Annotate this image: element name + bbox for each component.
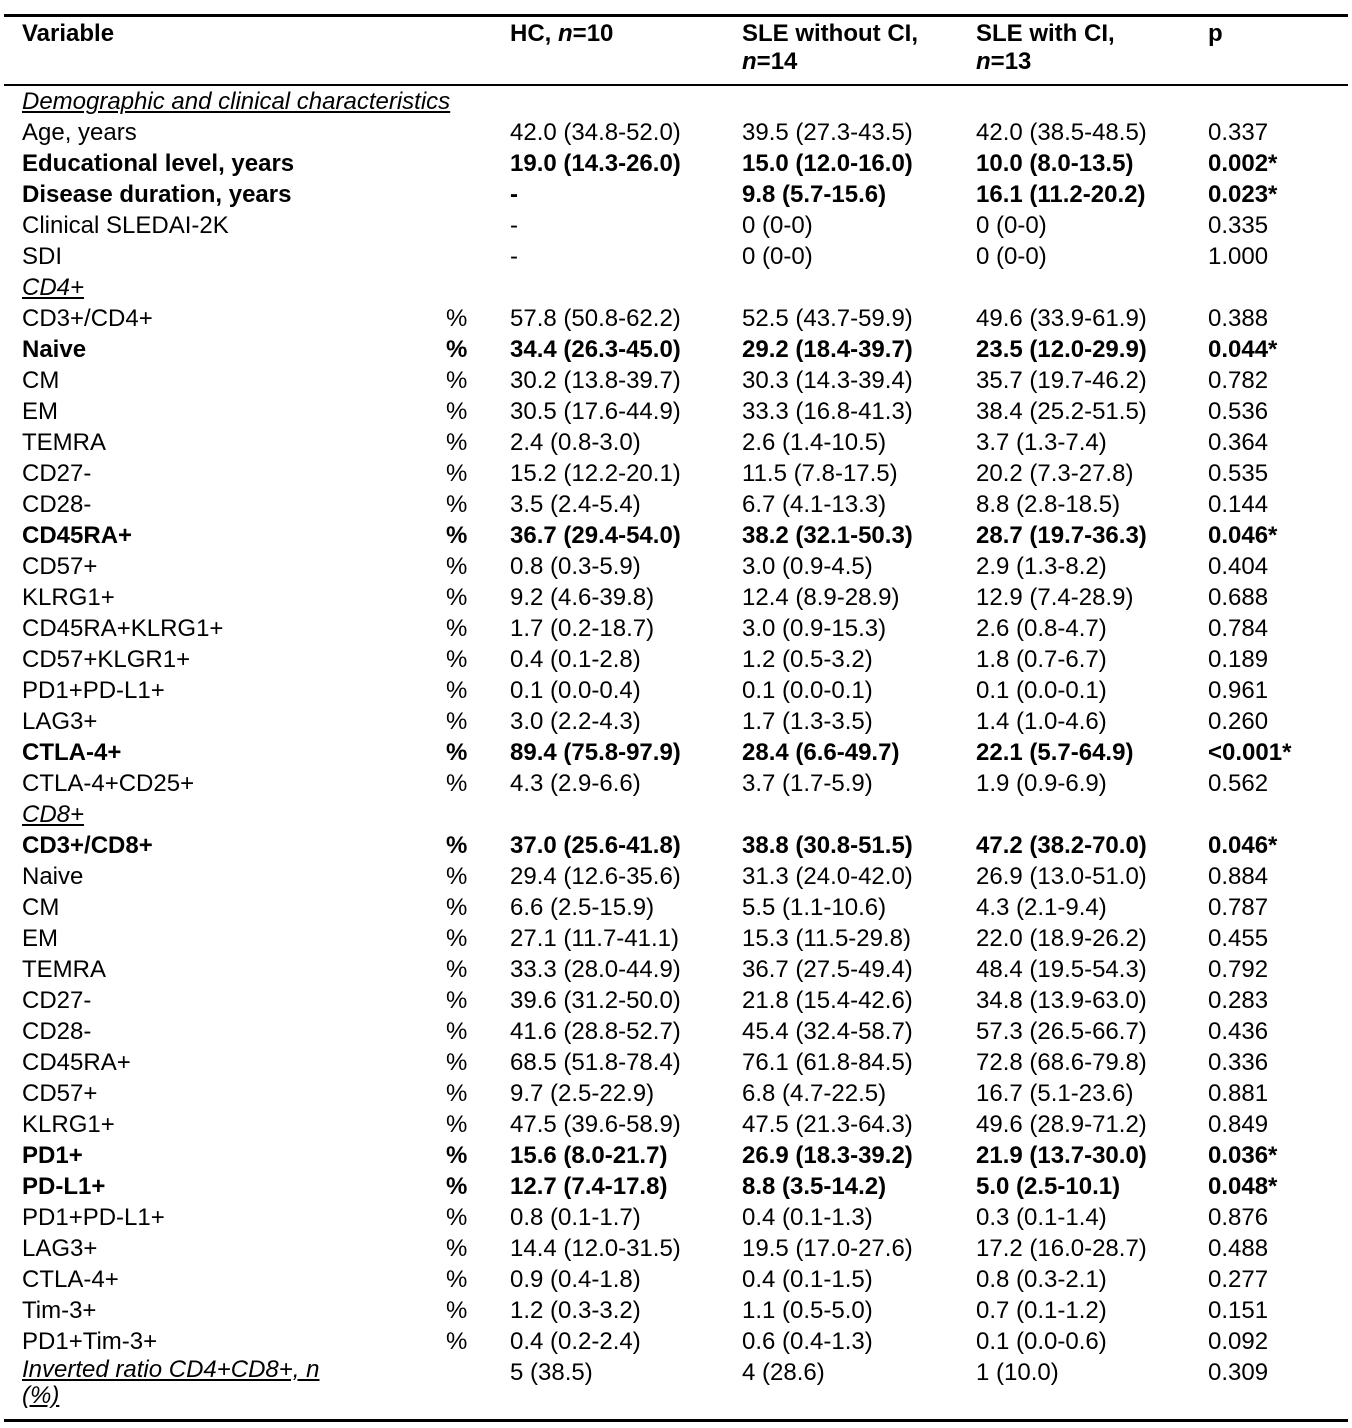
cell-unit: % <box>446 1018 468 1045</box>
cell-variable: CD28- <box>22 491 92 518</box>
cell-hc: 4.3 (2.9-6.6) <box>510 770 641 797</box>
cell-unit: % <box>446 429 468 456</box>
cell-hc: - <box>510 212 518 239</box>
cell-sle-without-ci: 1.7 (1.3-3.5) <box>742 708 873 735</box>
cell-hc: 3.5 (2.4-5.4) <box>510 491 641 518</box>
cell-p-value: 0.536 <box>1208 398 1269 425</box>
cell-sle-with-ci: 5.0 (2.5-10.1) <box>976 1173 1121 1200</box>
cell-sle-with-ci: 0.3 (0.1-1.4) <box>976 1204 1107 1231</box>
cell-sle-with-ci: 57.3 (26.5-66.7) <box>976 1018 1147 1045</box>
cell-p-value: 0.782 <box>1208 367 1269 394</box>
table-row <box>0 179 1352 210</box>
cell-unit: % <box>446 770 468 797</box>
cell-sle-with-ci: 47.2 (38.2-70.0) <box>976 832 1147 859</box>
cell-hc: 12.7 (7.4-17.8) <box>510 1173 668 1200</box>
cell-sle-with-ci: 22.0 (18.9-26.2) <box>976 925 1147 952</box>
cell-hc: 15.6 (8.0-21.7) <box>510 1142 668 1169</box>
cell-p-value: 0.277 <box>1208 1266 1269 1293</box>
table-row <box>0 303 1352 334</box>
cell-variable: CD3+/CD8+ <box>22 832 153 859</box>
cell-variable: CTLA-4+CD25+ <box>22 770 195 797</box>
table-row <box>0 1140 1352 1171</box>
cell-hc: 30.5 (17.6-44.9) <box>510 398 681 425</box>
cell-hc: - <box>510 181 518 208</box>
cell-hc: 47.5 (39.6-58.9) <box>510 1111 681 1138</box>
section-header <box>0 272 1352 303</box>
table-row <box>0 1047 1352 1078</box>
table-row <box>0 520 1352 551</box>
cell-sle-with-ci: 10.0 (8.0-13.5) <box>976 150 1134 177</box>
cell-sle-with-ci: 0.1 (0.0-0.6) <box>976 1328 1107 1355</box>
cell-hc: 1.7 (0.2-18.7) <box>510 615 655 642</box>
table-body <box>0 86 1352 1409</box>
cell-sle-without-ci: 26.9 (18.3-39.2) <box>742 1142 913 1169</box>
cell-variable: CD27- <box>22 987 92 1014</box>
cell-hc: 29.4 (12.6-35.6) <box>510 863 681 890</box>
cell-sle-with-ci: 3.7 (1.3-7.4) <box>976 429 1107 456</box>
cell-p-value: 0.144 <box>1208 491 1269 518</box>
header-variable: Variable <box>22 20 115 47</box>
cell-sle-with-ci: 23.5 (12.0-29.9) <box>976 336 1147 363</box>
cell-hc: 0.8 (0.1-1.7) <box>510 1204 641 1231</box>
cell-p-value: 0.792 <box>1208 956 1269 983</box>
cell-unit: % <box>446 584 468 611</box>
cell-hc: 2.4 (0.8-3.0) <box>510 429 641 456</box>
table-row <box>0 644 1352 675</box>
cell-sle-with-ci: 38.4 (25.2-51.5) <box>976 398 1147 425</box>
table-row <box>0 210 1352 241</box>
cell-sle-with-ci: 4.3 (2.1-9.4) <box>976 894 1107 921</box>
table-row <box>0 1233 1352 1264</box>
cell-hc: 9.2 (4.6-39.8) <box>510 584 655 611</box>
cell-unit: % <box>446 553 468 580</box>
section-header <box>0 86 1352 117</box>
cell-variable: Age, years <box>22 119 137 146</box>
cell-sle-without-ci: 76.1 (61.8-84.5) <box>742 1049 913 1076</box>
cell-unit: % <box>446 677 468 704</box>
cell-p-value: 0.787 <box>1208 894 1269 921</box>
cell-variable: CD45RA+ <box>22 1049 131 1076</box>
cell-p-value: 0.048* <box>1208 1173 1278 1200</box>
cell-unit: % <box>446 615 468 642</box>
cell-sle-with-ci: 42.0 (38.5-48.5) <box>976 119 1147 146</box>
cell-hc: 6.6 (2.5-15.9) <box>510 894 655 921</box>
cell-p-value: 0.309 <box>1208 1359 1269 1386</box>
cell-variable: Naive <box>22 863 84 890</box>
table-row <box>0 458 1352 489</box>
cell-p-value: 0.849 <box>1208 1111 1269 1138</box>
cell-unit: % <box>446 1266 468 1293</box>
cell-hc: 89.4 (75.8-97.9) <box>510 739 681 766</box>
cell-sle-with-ci: 49.6 (33.9-61.9) <box>976 305 1147 332</box>
cell-p-value: 0.002* <box>1208 150 1278 177</box>
cell-sle-without-ci: 15.3 (11.5-29.8) <box>742 925 911 952</box>
header-hc: HC, n=10 <box>510 20 614 47</box>
table-row <box>0 241 1352 272</box>
cell-unit: % <box>446 522 468 549</box>
table-row <box>0 334 1352 365</box>
header-p: p <box>1208 20 1223 47</box>
cell-p-value: 0.884 <box>1208 863 1269 890</box>
table-header <box>0 20 1352 82</box>
cell-hc: 5 (38.5) <box>510 1359 593 1386</box>
section-title: CD8+ <box>22 801 85 828</box>
cell-variable: CD27- <box>22 460 92 487</box>
cell-variable: Disease duration, years <box>22 181 292 208</box>
cell-p-value: 0.388 <box>1208 305 1269 332</box>
cell-p-value: <0.001* <box>1208 739 1292 766</box>
header-sle-with-ci: SLE with CI, n=13 <box>976 20 1115 75</box>
cell-sle-with-ci: 17.2 (16.0-28.7) <box>976 1235 1147 1262</box>
cell-p-value: 0.283 <box>1208 987 1269 1014</box>
table-row <box>0 365 1352 396</box>
cell-sle-with-ci: 2.9 (1.3-8.2) <box>976 553 1107 580</box>
cell-sle-without-ci: 33.3 (16.8-41.3) <box>742 398 913 425</box>
table-row <box>0 923 1352 954</box>
cell-sle-without-ci: 0.4 (0.1-1.5) <box>742 1266 873 1293</box>
cell-p-value: 0.688 <box>1208 584 1269 611</box>
cell-p-value: 0.337 <box>1208 119 1269 146</box>
cell-sle-without-ci: 11.5 (7.8-17.5) <box>742 460 898 487</box>
cell-sle-without-ci: 0.4 (0.1-1.3) <box>742 1204 873 1231</box>
cell-hc: 36.7 (29.4-54.0) <box>510 522 681 549</box>
cell-p-value: 0.036* <box>1208 1142 1278 1169</box>
cell-variable: CD57+KLGR1+ <box>22 646 191 673</box>
cell-hc: 0.9 (0.4-1.8) <box>510 1266 641 1293</box>
table-row <box>0 1264 1352 1295</box>
table-top-rule <box>4 14 1348 17</box>
cell-variable: Educational level, years <box>22 150 295 177</box>
table-row <box>0 551 1352 582</box>
cell-hc: 39.6 (31.2-50.0) <box>510 987 681 1014</box>
cell-p-value: 0.189 <box>1208 646 1269 673</box>
cell-sle-without-ci: 0 (0-0) <box>742 243 813 270</box>
cell-variable: EM <box>22 925 58 952</box>
cell-variable: CD57+ <box>22 1080 98 1107</box>
cell-sle-without-ci: 0 (0-0) <box>742 212 813 239</box>
table-row <box>0 1171 1352 1202</box>
cell-variable: PD1+Tim-3+ <box>22 1328 158 1355</box>
cell-sle-with-ci: 16.7 (5.1-23.6) <box>976 1080 1134 1107</box>
table-row <box>0 675 1352 706</box>
cell-unit: % <box>446 956 468 983</box>
cell-hc: 0.1 (0.0-0.4) <box>510 677 641 704</box>
table-row <box>0 427 1352 458</box>
cell-variable: PD1+ <box>22 1142 83 1169</box>
table-row <box>0 582 1352 613</box>
cell-sle-without-ci: 6.8 (4.7-22.5) <box>742 1080 887 1107</box>
cell-variable: Inverted ratio CD4+CD8+, n (%) <box>22 1356 320 1409</box>
cell-variable: KLRG1+ <box>22 584 115 611</box>
table-row <box>0 1202 1352 1233</box>
cell-sle-without-ci: 9.8 (5.7-15.6) <box>742 181 887 208</box>
cell-sle-with-ci: 72.8 (68.6-79.8) <box>976 1049 1147 1076</box>
cell-sle-with-ci: 21.9 (13.7-30.0) <box>976 1142 1147 1169</box>
cell-unit: % <box>446 894 468 921</box>
cell-variable: PD-L1+ <box>22 1173 106 1200</box>
cell-variable: TEMRA <box>22 429 106 456</box>
cell-sle-with-ci: 12.9 (7.4-28.9) <box>976 584 1134 611</box>
cell-variable: CD57+ <box>22 553 98 580</box>
cell-variable: CD3+/CD4+ <box>22 305 153 332</box>
cell-sle-without-ci: 21.8 (15.4-42.6) <box>742 987 913 1014</box>
cell-sle-with-ci: 28.7 (19.7-36.3) <box>976 522 1147 549</box>
cell-hc: 42.0 (34.8-52.0) <box>510 119 681 146</box>
cell-unit: % <box>446 1235 468 1262</box>
table-row <box>0 1326 1352 1357</box>
table-row <box>0 1078 1352 1109</box>
cell-sle-without-ci: 3.0 (0.9-15.3) <box>742 615 887 642</box>
cell-variable: CD45RA+ <box>22 522 133 549</box>
cell-variable: CM <box>22 367 60 394</box>
cell-p-value: 0.784 <box>1208 615 1269 642</box>
cell-sle-with-ci: 1 (10.0) <box>976 1359 1059 1386</box>
cell-sle-without-ci: 8.8 (3.5-14.2) <box>742 1173 887 1200</box>
cell-unit: % <box>446 1111 468 1138</box>
cell-sle-without-ci: 12.4 (8.9-28.9) <box>742 584 900 611</box>
cell-hc: 30.2 (13.8-39.7) <box>510 367 681 394</box>
cell-sle-with-ci: 26.9 (13.0-51.0) <box>976 863 1147 890</box>
cell-unit: % <box>446 646 468 673</box>
cell-sle-without-ci: 31.3 (24.0-42.0) <box>742 863 913 890</box>
cell-hc: 0.4 (0.1-2.8) <box>510 646 641 673</box>
cell-p-value: 0.436 <box>1208 1018 1269 1045</box>
cell-unit: % <box>446 398 468 425</box>
table-row <box>0 1016 1352 1047</box>
cell-unit: % <box>446 1297 468 1324</box>
cell-sle-without-ci: 3.7 (1.7-5.9) <box>742 770 873 797</box>
cell-sle-without-ci: 38.2 (32.1-50.3) <box>742 522 913 549</box>
cell-sle-with-ci: 1.9 (0.9-6.9) <box>976 770 1107 797</box>
cell-variable: CTLA-4+ <box>22 739 122 766</box>
cell-unit: % <box>446 832 468 859</box>
cell-sle-without-ci: 52.5 (43.7-59.9) <box>742 305 913 332</box>
table-row <box>0 985 1352 1016</box>
cell-variable: Tim-3+ <box>22 1297 97 1324</box>
cell-sle-with-ci: 22.1 (5.7-64.9) <box>976 739 1134 766</box>
cell-variable: SDI <box>22 243 63 270</box>
cell-sle-without-ci: 30.3 (14.3-39.4) <box>742 367 913 394</box>
cell-p-value: 0.046* <box>1208 522 1278 549</box>
table-row <box>0 117 1352 148</box>
cell-hc: 57.8 (50.8-62.2) <box>510 305 681 332</box>
cell-sle-without-ci: 4 (28.6) <box>742 1359 825 1386</box>
cell-variable: PD1+PD-L1+ <box>22 677 165 704</box>
table-row <box>0 830 1352 861</box>
table-row <box>0 396 1352 427</box>
cell-variable: Clinical SLEDAI-2K <box>22 212 229 239</box>
cell-unit: % <box>446 863 468 890</box>
cell-sle-without-ci: 0.1 (0.0-0.1) <box>742 677 873 704</box>
cell-p-value: 0.364 <box>1208 429 1269 456</box>
cell-sle-without-ci: 45.4 (32.4-58.7) <box>742 1018 913 1045</box>
cell-sle-without-ci: 19.5 (17.0-27.6) <box>742 1235 913 1262</box>
cell-sle-with-ci: 1.4 (1.0-4.6) <box>976 708 1107 735</box>
cell-p-value: 0.562 <box>1208 770 1269 797</box>
cell-sle-with-ci: 16.1 (11.2-20.2) <box>976 181 1146 208</box>
cell-sle-without-ci: 1.1 (0.5-5.0) <box>742 1297 873 1324</box>
cell-hc: 41.6 (28.8-52.7) <box>510 1018 681 1045</box>
cell-sle-without-ci: 0.6 (0.4-1.3) <box>742 1328 873 1355</box>
cell-unit: % <box>446 305 468 332</box>
cell-sle-without-ci: 28.4 (6.6-49.7) <box>742 739 900 766</box>
cell-sle-without-ci: 39.5 (27.3-43.5) <box>742 119 913 146</box>
cell-unit: % <box>446 460 468 487</box>
cell-p-value: 0.023* <box>1208 181 1278 208</box>
header-sle-without-ci: SLE without CI, n=14 <box>742 20 918 75</box>
cell-p-value: 1.000 <box>1208 243 1269 270</box>
cell-variable: CM <box>22 894 60 921</box>
cell-sle-without-ci: 2.6 (1.4-10.5) <box>742 429 887 456</box>
cell-p-value: 0.335 <box>1208 212 1269 239</box>
cell-unit: % <box>446 925 468 952</box>
cell-sle-with-ci: 49.6 (28.9-71.2) <box>976 1111 1147 1138</box>
table-row <box>0 613 1352 644</box>
cell-hc: 68.5 (51.8-78.4) <box>510 1049 681 1076</box>
cell-hc: 19.0 (14.3-26.0) <box>510 150 681 177</box>
cell-variable: CTLA-4+ <box>22 1266 119 1293</box>
cell-sle-with-ci: 0 (0-0) <box>976 212 1047 239</box>
cell-variable: Naive <box>22 336 87 363</box>
cell-p-value: 0.404 <box>1208 553 1269 580</box>
table-row <box>0 954 1352 985</box>
cell-hc: 1.2 (0.3-3.2) <box>510 1297 641 1324</box>
cell-sle-without-ci: 36.7 (27.5-49.4) <box>742 956 913 983</box>
cell-sle-without-ci: 5.5 (1.1-10.6) <box>742 894 887 921</box>
cell-p-value: 0.260 <box>1208 708 1269 735</box>
cell-sle-with-ci: 0.7 (0.1-1.2) <box>976 1297 1107 1324</box>
table-row <box>0 768 1352 799</box>
cell-variable: LAG3+ <box>22 1235 98 1262</box>
cell-sle-with-ci: 1.8 (0.7-6.7) <box>976 646 1107 673</box>
table-row <box>0 892 1352 923</box>
table-row <box>0 737 1352 768</box>
cell-unit: % <box>446 1142 468 1169</box>
cell-sle-without-ci: 15.0 (12.0-16.0) <box>742 150 913 177</box>
cell-variable: LAG3+ <box>22 708 98 735</box>
cell-sle-without-ci: 47.5 (21.3-64.3) <box>742 1111 913 1138</box>
section-title: Demographic and clinical characteristics <box>22 88 451 115</box>
cell-unit: % <box>446 708 468 735</box>
cell-p-value: 0.092 <box>1208 1328 1269 1355</box>
cell-variable: EM <box>22 398 58 425</box>
cell-hc: 15.2 (12.2-20.1) <box>510 460 681 487</box>
cell-unit: % <box>446 491 468 518</box>
cell-sle-with-ci: 2.6 (0.8-4.7) <box>976 615 1107 642</box>
cell-unit: % <box>446 1204 468 1231</box>
cell-hc: - <box>510 243 518 270</box>
cell-p-value: 0.535 <box>1208 460 1269 487</box>
cell-unit: % <box>446 336 468 363</box>
cell-unit: % <box>446 739 468 766</box>
cell-sle-with-ci: 0.8 (0.3-2.1) <box>976 1266 1107 1293</box>
cell-variable: KLRG1+ <box>22 1111 115 1138</box>
cell-unit: % <box>446 1080 468 1107</box>
cell-hc: 9.7 (2.5-22.9) <box>510 1080 655 1107</box>
table-row <box>0 1109 1352 1140</box>
cell-p-value: 0.488 <box>1208 1235 1269 1262</box>
cell-sle-with-ci: 8.8 (2.8-18.5) <box>976 491 1121 518</box>
cell-hc: 14.4 (12.0-31.5) <box>510 1235 681 1262</box>
cell-sle-without-ci: 29.2 (18.4-39.7) <box>742 336 913 363</box>
cell-sle-without-ci: 1.2 (0.5-3.2) <box>742 646 873 673</box>
cell-p-value: 0.044* <box>1208 336 1278 363</box>
cell-hc: 0.8 (0.3-5.9) <box>510 553 641 580</box>
cell-sle-without-ci: 38.8 (30.8-51.5) <box>742 832 913 859</box>
section-title: CD4+ <box>22 274 85 301</box>
cell-unit: % <box>446 367 468 394</box>
section-header <box>0 799 1352 830</box>
cell-p-value: 0.881 <box>1208 1080 1269 1107</box>
cell-sle-without-ci: 6.7 (4.1-13.3) <box>742 491 887 518</box>
table-row <box>0 861 1352 892</box>
table-row <box>0 706 1352 737</box>
cell-hc: 34.4 (26.3-45.0) <box>510 336 681 363</box>
cell-hc: 3.0 (2.2-4.3) <box>510 708 641 735</box>
cell-p-value: 0.046* <box>1208 832 1278 859</box>
table-row <box>0 148 1352 179</box>
table-bottom-rule <box>4 1419 1348 1422</box>
cell-sle-with-ci: 0.1 (0.0-0.1) <box>976 677 1107 704</box>
cell-sle-with-ci: 34.8 (13.9-63.0) <box>976 987 1147 1014</box>
cell-sle-with-ci: 0 (0-0) <box>976 243 1047 270</box>
cell-unit: % <box>446 1328 468 1355</box>
cell-sle-with-ci: 35.7 (19.7-46.2) <box>976 367 1147 394</box>
table-row <box>0 1295 1352 1326</box>
cell-hc: 33.3 (28.0-44.9) <box>510 956 681 983</box>
cell-p-value: 0.336 <box>1208 1049 1269 1076</box>
table-row <box>0 489 1352 520</box>
cell-unit: % <box>446 987 468 1014</box>
cell-p-value: 0.961 <box>1208 677 1269 704</box>
cell-variable: PD1+PD-L1+ <box>22 1204 165 1231</box>
table-row <box>0 1357 1352 1409</box>
cell-variable: CD28- <box>22 1018 92 1045</box>
cell-sle-with-ci: 20.2 (7.3-27.8) <box>976 460 1134 487</box>
cell-unit: % <box>446 1049 468 1076</box>
cell-sle-without-ci: 3.0 (0.9-4.5) <box>742 553 873 580</box>
cell-variable: TEMRA <box>22 956 106 983</box>
cell-hc: 27.1 (11.7-41.1) <box>510 925 679 952</box>
cell-unit: % <box>446 1173 468 1200</box>
cell-hc: 37.0 (25.6-41.8) <box>510 832 681 859</box>
cell-p-value: 0.455 <box>1208 925 1269 952</box>
cell-sle-with-ci: 48.4 (19.5-54.3) <box>976 956 1147 983</box>
cell-p-value: 0.151 <box>1208 1297 1269 1324</box>
cell-p-value: 0.876 <box>1208 1204 1269 1231</box>
cell-variable: CD45RA+KLRG1+ <box>22 615 224 642</box>
cell-hc: 0.4 (0.2-2.4) <box>510 1328 641 1355</box>
